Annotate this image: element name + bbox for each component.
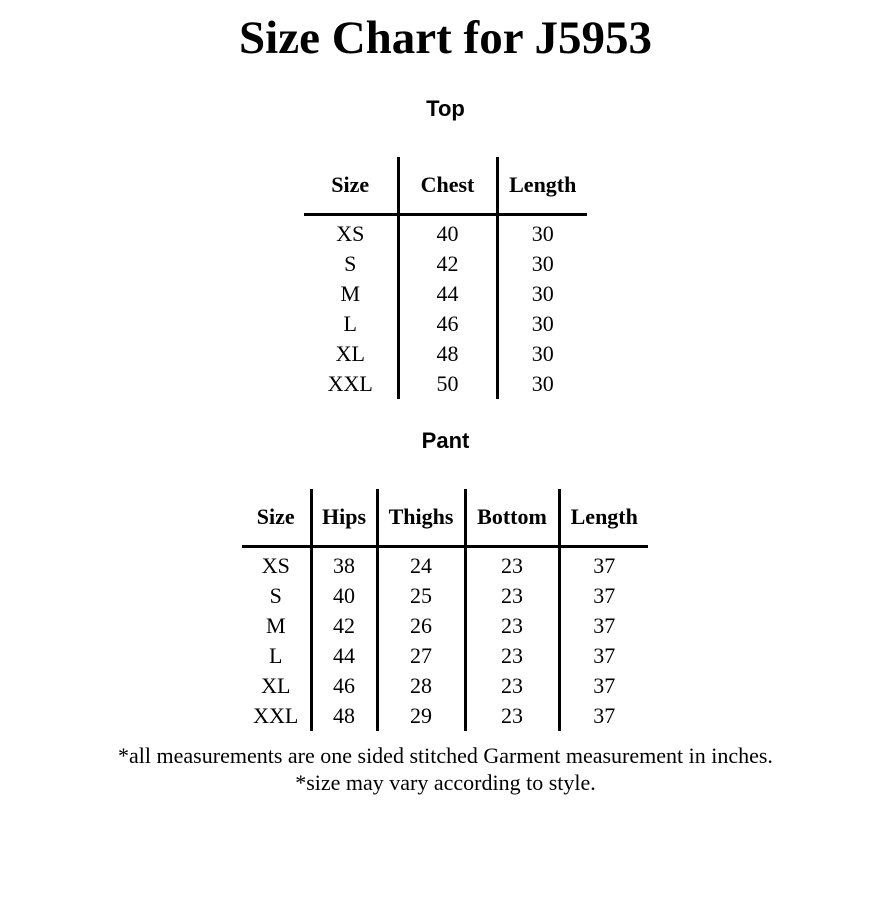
cell-bottom: 23 [465,547,559,582]
cell-length: 37 [593,613,616,638]
column-header-size: Size [242,489,311,547]
table-row [304,249,587,279]
cell-chest: 44 [398,279,497,309]
cell-length: 30 [531,311,554,336]
pant-size-table [242,489,648,731]
cell-thighs: 25 [377,581,465,611]
table-row [304,309,587,339]
cell-length: 37 [593,673,616,698]
cell-thighs: 24 [377,547,465,582]
cell-chest: 40 [398,215,497,250]
cell-size: XL [242,671,311,701]
cell-size: XXL [304,369,398,399]
cell-hips: 38 [311,547,377,582]
cell-hips: 44 [311,641,377,671]
cell-thighs: 29 [377,701,465,731]
cell-length: 37 [593,583,616,608]
cell-length: 37 [593,703,616,728]
cell-length: 37 [593,643,616,668]
cell-size: XL [304,339,398,369]
cell-size: XS [242,547,311,582]
cell-size: L [242,641,311,671]
cell-length: 30 [531,341,554,366]
cell-length: 30 [531,371,554,396]
cell-bottom: 23 [465,611,559,641]
table-row [304,279,587,309]
column-header-length: Length [559,489,648,547]
cell-length: 30 [531,281,554,306]
cell-length: 30 [531,221,554,246]
size-variation-note: *size may vary according to style. [295,770,596,795]
column-header-thighs: Thighs [377,489,465,547]
cell-size: XXL [242,701,311,731]
cell-hips: 48 [311,701,377,731]
table-row [242,641,648,671]
cell-size: S [304,249,398,279]
cell-bottom: 23 [465,581,559,611]
cell-size: L [304,309,398,339]
cell-size: M [242,611,311,641]
table-row [242,547,648,582]
cell-bottom: 23 [465,641,559,671]
top-section-title: Top [426,96,465,121]
page-title: Size Chart for J5953 [239,12,652,64]
cell-bottom: 23 [465,671,559,701]
pant-section-title: Pant [421,428,470,453]
cell-length: 30 [531,251,554,276]
cell-chest: 50 [398,369,497,399]
top-size-table [304,157,587,399]
table-row [304,369,587,399]
cell-chest: 46 [398,309,497,339]
measurement-note: *all measurements are one sided stitched Garment measurement in inches. [118,743,773,768]
cell-length: 37 [593,553,616,578]
table-row [304,339,587,369]
cell-thighs: 27 [377,641,465,671]
table-header-row [242,489,648,547]
cell-thighs: 28 [377,671,465,701]
column-header-length: Length [497,157,587,215]
cell-chest: 48 [398,339,497,369]
cell-bottom: 23 [465,701,559,731]
column-header-size: Size [304,157,398,215]
cell-thighs: 26 [377,611,465,641]
cell-hips: 40 [311,581,377,611]
cell-size: M [304,279,398,309]
table-header-row [304,157,587,215]
cell-hips: 42 [311,611,377,641]
table-row [242,611,648,641]
cell-size: XS [304,215,398,250]
table-row [304,215,587,250]
table-row [242,671,648,701]
cell-size: S [242,581,311,611]
table-row [242,701,648,731]
cell-chest: 42 [398,249,497,279]
column-header-chest: Chest [398,157,497,215]
cell-hips: 46 [311,671,377,701]
table-row [242,581,648,611]
column-header-bottom: Bottom [465,489,559,547]
column-header-hips: Hips [311,489,377,547]
